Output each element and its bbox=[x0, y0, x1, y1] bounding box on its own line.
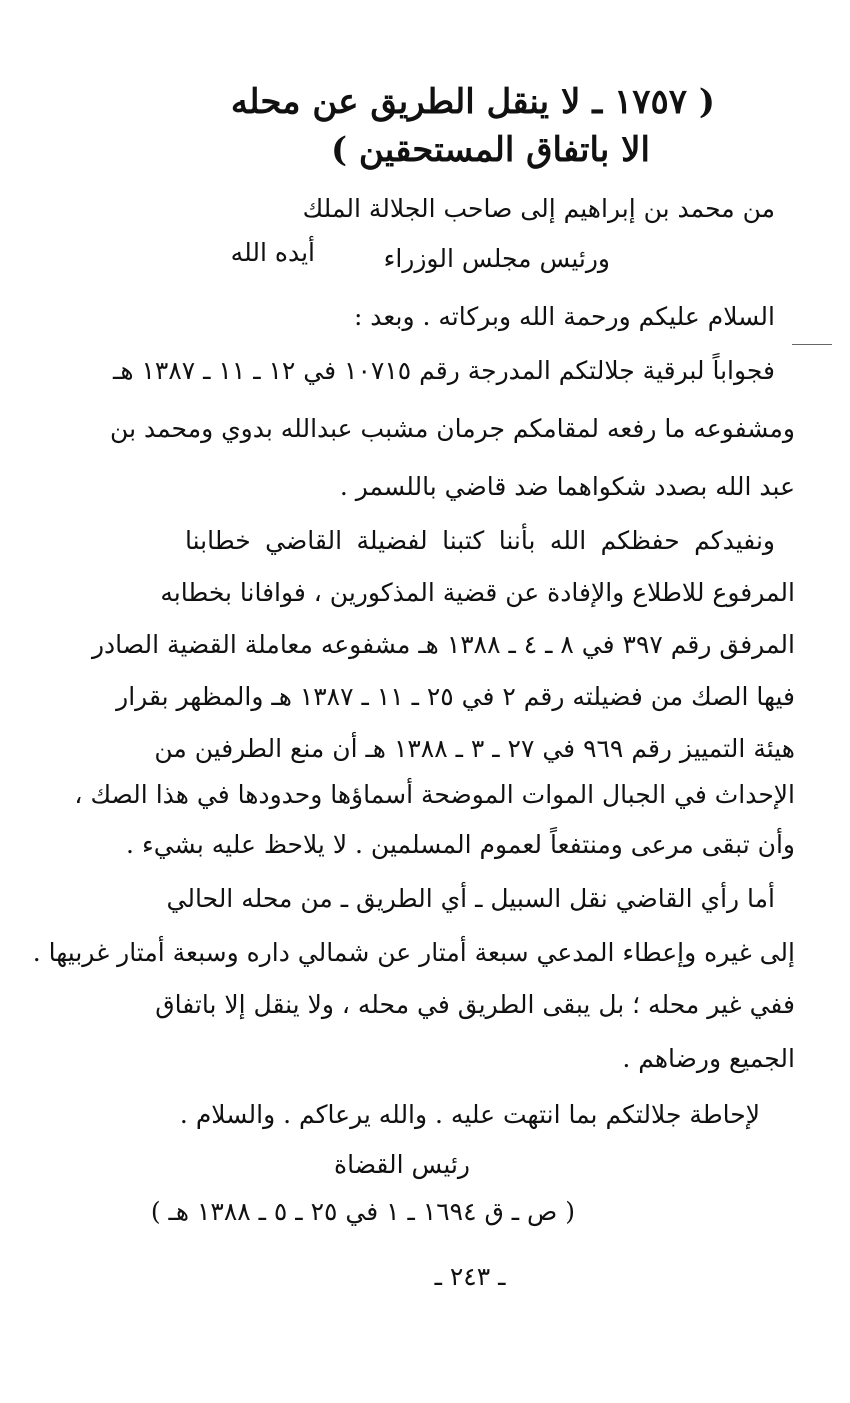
paragraph-3-line-3: ففي غير محله ؛ بل يبقى الطريق في محله ، ولا ينقل إلا باتفاق bbox=[155, 990, 795, 1019]
closing-line: لإحاطة جلالتكم بما انتهت عليه . والله يرعاكم . والسلام . bbox=[179, 1100, 760, 1129]
paragraph-2-line-1: ونفيدكم حفظكم الله بأننا كتبنا لفضيلة القاضي خطابنا bbox=[185, 526, 775, 555]
paragraph-3-line-2: إلى غيره وإعطاء المدعي سبعة أمتار عن شمالي داره وسبعة أمتار غربيها . bbox=[32, 938, 795, 967]
paragraph-2-line-4: فيها الصك من فضيلته رقم ٢ في ٢٥ ـ ١١ ـ ١٣٨٧ هـ والمظهر بقرار bbox=[116, 682, 795, 711]
signature: رئيس القضاة bbox=[334, 1150, 470, 1179]
title-line-1: ( ١٧٥٧ ـ لا ينقل الطريق عن محله bbox=[230, 82, 715, 122]
paragraph-2-line-3: المرفق رقم ٣٩٧ في ٨ ـ ٤ ـ ١٣٨٨ هـ مشفوعه معاملة القضية الصادر bbox=[91, 630, 795, 659]
paragraph-1-line-1: فجواباً لبرقية جلالتكم المدرجة رقم ١٠٧١٥ في ١٢ ـ ١١ ـ ١٣٨٧ هـ bbox=[113, 356, 775, 385]
recipient-title: ورئيس مجلس الوزراء bbox=[383, 244, 610, 273]
page-number: ـ ٢٤٣ ـ bbox=[434, 1262, 506, 1291]
margin-rule bbox=[792, 344, 832, 345]
paragraph-2-line-5: هيئة التمييز رقم ٩٦٩ في ٢٧ ـ ٣ ـ ١٣٨٨ هـ أن منع الطرفين من bbox=[154, 734, 795, 763]
sender-line: من محمد بن إبراهيم إلى صاحب الجلالة الملك bbox=[302, 194, 775, 223]
paragraph-1-line-3: عبد الله بصدد شكواهما ضد قاضي باللسمر . bbox=[339, 472, 795, 501]
paragraph-2-line-2: المرفوع للاطلاع والإفادة عن قضية المذكورين ، فوافانا بخطابه bbox=[160, 578, 795, 607]
reference-number: ( ص ـ ق ١٦٩٤ ـ ١ في ٢٥ ـ ٥ ـ ١٣٨٨ هـ ) bbox=[150, 1197, 575, 1226]
paragraph-1-line-2: ومشفوعه ما رفعه لمقامكم جرمان مشبب عبدالله بدوي ومحمد بن bbox=[110, 414, 795, 443]
greeting: السلام عليكم ورحمة الله وبركاته . وبعد : bbox=[353, 302, 775, 331]
blessing: أيده الله bbox=[230, 238, 315, 267]
paragraph-3-line-4: الجميع ورضاهم . bbox=[622, 1044, 795, 1073]
title-line-2: الا باتفاق المستحقين ) bbox=[331, 130, 650, 170]
paragraph-2-line-7: وأن تبقى مرعى ومنتفعاً لعموم المسلمين . لا يلاحظ عليه بشيء . bbox=[126, 830, 795, 859]
paragraph-3-line-1: أما رأي القاضي نقل السبيل ـ أي الطريق ـ من محله الحالي bbox=[166, 884, 775, 913]
paragraph-2-line-6: الإحداث في الجبال الموات الموضحة أسماؤها وحدودها في هذا الصك ، bbox=[74, 780, 795, 809]
